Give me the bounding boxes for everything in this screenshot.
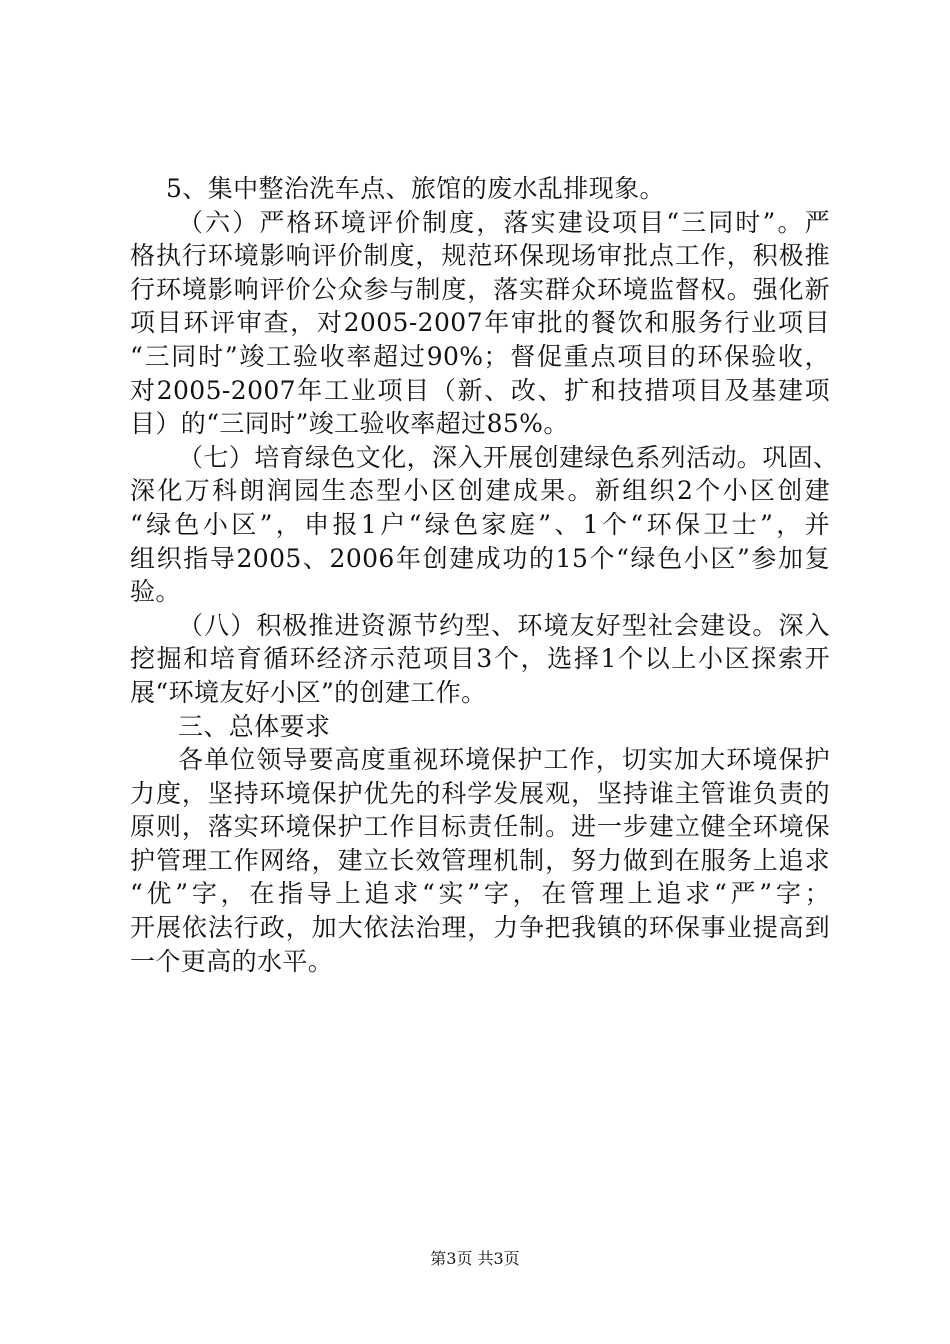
- text-line: “优”字，在指导上追求“实”字，在管理上追求“严”字；: [130, 879, 830, 909]
- text-line: 挖掘和培育循环经济示范项目3个，选择1个以上小区探索开: [130, 644, 830, 674]
- text-line: 原则，落实环境保护工作目标责任制。进一步建立健全环境保: [130, 812, 830, 842]
- text-line: 展“环境友好小区”的创建工作。: [130, 677, 487, 707]
- text-line: 组织指导2005、2006年创建成功的15个“绿色小区”参加复: [130, 543, 830, 573]
- text-line: （七）培育绿色文化，深入开展创建绿色系列活动。巩固、: [178, 442, 839, 472]
- text-line: （六）严格环境评价制度，落实建设项目“三同时”。严: [178, 207, 830, 237]
- section-heading: 三、总体要求: [178, 711, 331, 741]
- text-line: “三同时”竣工验收率超过90%；督促重点项目的环保验收，: [130, 341, 830, 371]
- document-body: [130, 172, 839, 978]
- page-number-footer: 第3页 共3页: [430, 1249, 520, 1268]
- text-line: （八）积极推进资源节约型、环境友好型社会建设。深入: [178, 610, 830, 640]
- text-line: 行环境影响评价公众参与制度，落实群众环境监督权。强化新: [130, 274, 830, 304]
- text-line: 项目环评审查，对2005-2007年审批的餐饮和服务行业项目: [130, 308, 830, 338]
- text-line: 对2005-2007年工业项目（新、改、扩和技措项目及基建项: [130, 375, 830, 405]
- text-line: 各单位领导要高度重视环境保护工作，切实加大环境保护: [178, 745, 830, 775]
- text-line: 开展依法行政，加大依法治理，力争把我镇的环保事业提高到: [130, 913, 830, 943]
- text-line: 深化万科朗润园生态型小区创建成果。新组织2个小区创建: [130, 476, 830, 506]
- text-line: “绿色小区”，申报1户“绿色家庭”、1个“环保卫士”，并: [130, 509, 830, 539]
- text-line: 一个更高的水平。: [130, 946, 334, 976]
- text-line: 格执行环境影响评价制度，规范环保现场审批点工作，积极推: [130, 241, 830, 271]
- text-line: 验。: [130, 577, 181, 607]
- text-line: 力度，坚持环境保护优先的科学发展观，坚持谁主管谁负责的: [130, 778, 830, 808]
- text-line: 5、集中整治洗车点、旅馆的废水乱排现象。: [166, 174, 665, 203]
- text-line: 目）的“三同时”竣工验收率超过85%。: [130, 409, 569, 439]
- text-line: 护管理工作网络，建立长效管理机制，努力做到在服务上追求: [130, 845, 830, 875]
